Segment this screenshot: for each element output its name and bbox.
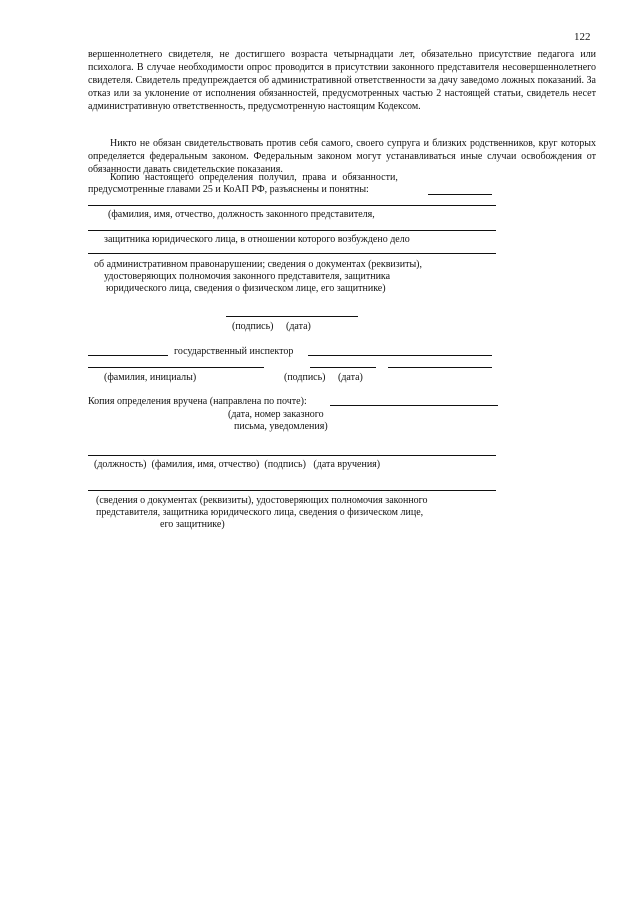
offense-caption-2: удостоверяющих полномочия законного представителя, защитника bbox=[104, 271, 391, 282]
fio-blank[interactable] bbox=[88, 205, 496, 206]
defender-blank[interactable] bbox=[88, 230, 496, 231]
paragraph-self-incrimination: Никто не обязан свидетельствовать против себя самого, своего супруга и близких родственников, круг которых определяется федеральным законом. Федеральным законом могут устанавливаться иные случаи освобождения от обязанности давать свидетельские показания. bbox=[88, 138, 596, 175]
signature-date-caption: (подпись) (дата) bbox=[232, 321, 311, 332]
documents-caption-2: представителя, защитника юридического лица, сведения о физическом лице, bbox=[96, 507, 424, 518]
signature-date-blank[interactable] bbox=[226, 316, 358, 317]
inspector-initials-blank[interactable] bbox=[88, 367, 264, 368]
delivery-caption-1: (дата, номер заказного bbox=[228, 409, 324, 420]
copy-received-blank[interactable] bbox=[428, 194, 492, 195]
delivery-caption-2: письма, уведомления) bbox=[234, 421, 328, 432]
paragraph-witness: вершеннолетнего свидетеля, не достигшего возраста четырнадцати лет, обязательно присутствие педагога или психолога. В случае необходимости опрос проводится в присутствии законного представителя несовершеннолетнего свидетеля. Свидетель предупреждается об административной ответственности за дачу заведомо ложных показаний. За отказ или за уклонение от исполнения обязанностей, предусмотренных частью 2 настоящей статьи, свидетель несет административную ответственность, предусмотренную настоящим Кодексом. bbox=[88, 49, 596, 112]
inspector-name-blank[interactable] bbox=[308, 355, 492, 356]
delivery-row-blank[interactable] bbox=[88, 455, 496, 456]
offense-blank[interactable] bbox=[88, 253, 496, 254]
inspector-label: государственный инспектор bbox=[174, 346, 294, 357]
delivery-label: Копия определения вручена (направлена по почте): bbox=[88, 396, 307, 407]
documents-caption-3: его защитнике) bbox=[160, 519, 225, 530]
delivery-blank[interactable] bbox=[330, 405, 498, 406]
inspector-sign-blank[interactable] bbox=[310, 367, 376, 368]
copy-received-line-2: предусмотренные главами 25 и КоАП РФ, разъяснены и понятны: bbox=[88, 184, 369, 195]
offense-caption-3: юридического лица, сведения о физическом лице, его защитнике) bbox=[106, 283, 386, 294]
delivery-row-caption: (должность) (фамилия, имя, отчество) (подпись) (дата вручения) bbox=[94, 459, 381, 470]
inspector-date-blank[interactable] bbox=[388, 367, 492, 368]
page-number: 122 bbox=[574, 31, 591, 43]
offense-caption-1: об административном правонарушении; сведения о документах (реквизиты), bbox=[94, 259, 422, 270]
copy-received-line-1: Копию настоящего определения получил, права и обязанности, bbox=[110, 172, 398, 183]
inspector-name-caption: (фамилия, инициалы) bbox=[104, 372, 197, 383]
fio-caption: (фамилия, имя, отчество, должность законного представителя, bbox=[108, 209, 375, 220]
inspector-sign-caption: (подпись) (дата) bbox=[284, 372, 363, 383]
documents-caption-1: (сведения о документах (реквизиты), удостоверяющих полномочия законного bbox=[96, 495, 428, 506]
documents-blank[interactable] bbox=[88, 490, 496, 491]
defender-caption: защитника юридического лица, в отношении которого возбуждено дело bbox=[104, 234, 410, 245]
inspector-prefix-blank[interactable] bbox=[88, 355, 168, 356]
